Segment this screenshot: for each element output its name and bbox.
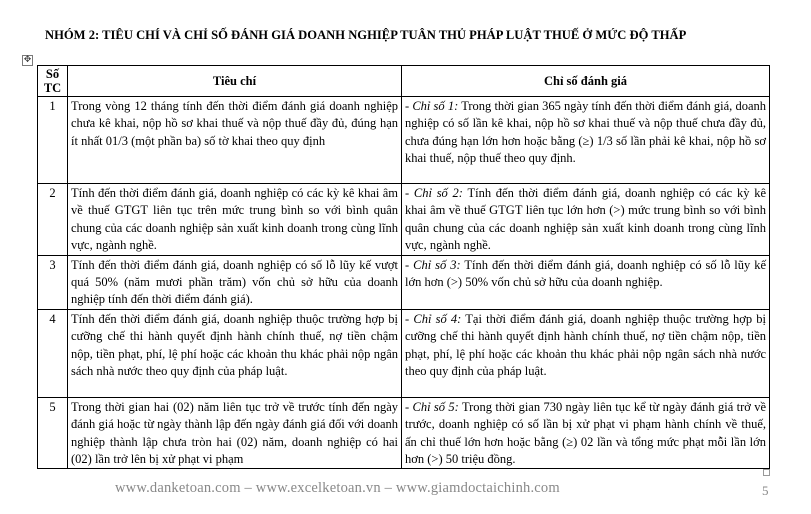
index-label: - Chỉ số 3: — [405, 257, 461, 272]
index-text: Tại thời điểm đánh giá, doanh nghiệp thuộc trường hợp bị cưỡng chế thi hành quyết định hành chính thuế, nợ tiền chậm nộp, tiền phạt, phí, lệ phí hoặc các khoản thu khác phải nộp ngân sách nhà nước theo quy định của pháp luật. — [405, 311, 766, 379]
row-number: 5 — [38, 397, 68, 469]
row-criteria: Tính đến thời điểm đánh giá, doanh nghiệp thuộc trường hợp bị cưỡng chế thi hành quyết định hành chính thuế, nợ tiền chậm nộp, tiền phạt, phí, lệ phí hoặc các khoản thu khác phải nộp ngân sách nhà nước theo quy định của pháp luật. — [68, 309, 402, 397]
table-move-handle-icon[interactable]: ✥ — [23, 55, 32, 65]
row-index — [402, 397, 770, 469]
table-row — [38, 397, 770, 469]
index-label: - Chỉ số 5: — [405, 399, 459, 414]
row-criteria: Trong thời gian hai (02) năm liên tục trở về trước tính đến ngày đánh giá hoặc từ ngày thành lập đến ngày đánh giá đối với doanh nghiệp thành lập chưa tròn hai (02) năm, doanh nghiệp có hai (02) lần trở lên bị xử phạt vi phạm — [68, 397, 402, 469]
table-row — [38, 309, 770, 397]
index-label: - Chỉ số 1: — [405, 99, 459, 113]
page-footer-links: www.danketoan.com – www.excelketoan.vn – www.giamdoctaichinh.com — [115, 480, 560, 496]
row-index — [402, 309, 770, 397]
header-index: Chỉ số đánh giá — [402, 66, 770, 97]
table-row — [38, 184, 770, 256]
row-criteria: Trong vòng 12 tháng tính đến thời điểm đánh giá doanh nghiệp chưa kê khai, nộp hồ sơ khai thuế và nộp thuế đầy đủ, đúng hạn ít nhất 01/3 (một phần ba) số tờ khai theo quy định — [68, 97, 402, 184]
row-index — [402, 184, 770, 256]
index-text: Trong thời gian 730 ngày liên tục kể từ ngày đánh giá trở về trước, doanh nghiệp có số lần bị xử phạt vi phạm hành chính về thuế, ấn chỉ thuế lớn hơn hoặc bằng (≥) 02 lần và tổng mức phạt mỗi lần lớn hơn (>) 50 triệu đồng. — [405, 399, 766, 467]
page-title: NHÓM 2: TIÊU CHÍ VÀ CHỈ SỐ ĐÁNH GIÁ DOANH NGHIỆP TUÂN THỦ PHÁP LUẬT THUẾ Ở MỨC ĐỘ THẤP — [45, 28, 687, 42]
row-number: 2 — [38, 184, 68, 256]
row-number: 4 — [38, 309, 68, 397]
index-text: Trong thời gian 365 ngày tính đến thời điểm đánh giá, doanh nghiệp có số lần kê khai, nộp hồ sơ khai thuế và nộp thuế chưa đầy đủ, chưa đúng hạn lớn hơn hoặc bằng (≥) 1/3 số lần phải kê khai, nộp hồ sơ khai thuế, nộp thuế theo quy định. — [405, 99, 767, 166]
page-number: 5 — [762, 483, 769, 498]
row-number: 3 — [38, 255, 68, 309]
row-criteria: Tính đến thời điểm đánh giá, doanh nghiệp có số lỗ lũy kế vượt quá 50% (năm mươi phần trăm) vốn chủ sở hữu của doanh nghiệp tính đến thời điểm đánh giá). — [68, 255, 402, 309]
criteria-table — [37, 65, 770, 469]
table-header-row — [38, 66, 770, 97]
index-text: Tính đến thời điểm đánh giá, doanh nghiệp có các kỳ kê khai âm về thuế GTGT liên tục lớn hơn (>) mức trung bình so với bình quân chung của các doanh nghiệp sản xuất kinh doanh trong cùng lĩnh vực, ngành nghề. — [405, 186, 766, 253]
table-resize-handle[interactable] — [763, 469, 770, 476]
header-number: Số TC — [38, 66, 68, 97]
table-row — [38, 255, 770, 309]
header-criteria: Tiêu chí — [68, 66, 402, 97]
row-index — [402, 97, 770, 184]
row-index — [402, 255, 770, 309]
index-label: - Chỉ số 2: — [405, 186, 463, 200]
row-number: 1 — [38, 97, 68, 184]
table-row — [38, 97, 770, 184]
index-text: Tính đến thời điểm đánh giá, doanh nghiệp có số lỗ lũy kế lớn hơn (>) 50% vốn chủ sở hữu của doanh nghiệp. — [405, 257, 767, 290]
index-label: - Chỉ số 4: — [405, 311, 462, 326]
row-criteria: Tính đến thời điểm đánh giá, doanh nghiệp có các kỳ kê khai âm về thuế GTGT liên tục trên mức trung bình so với bình quân chung của các doanh nghiệp sản xuất kinh doanh trong cùng lĩnh vực, ngành nghề. — [68, 184, 402, 256]
